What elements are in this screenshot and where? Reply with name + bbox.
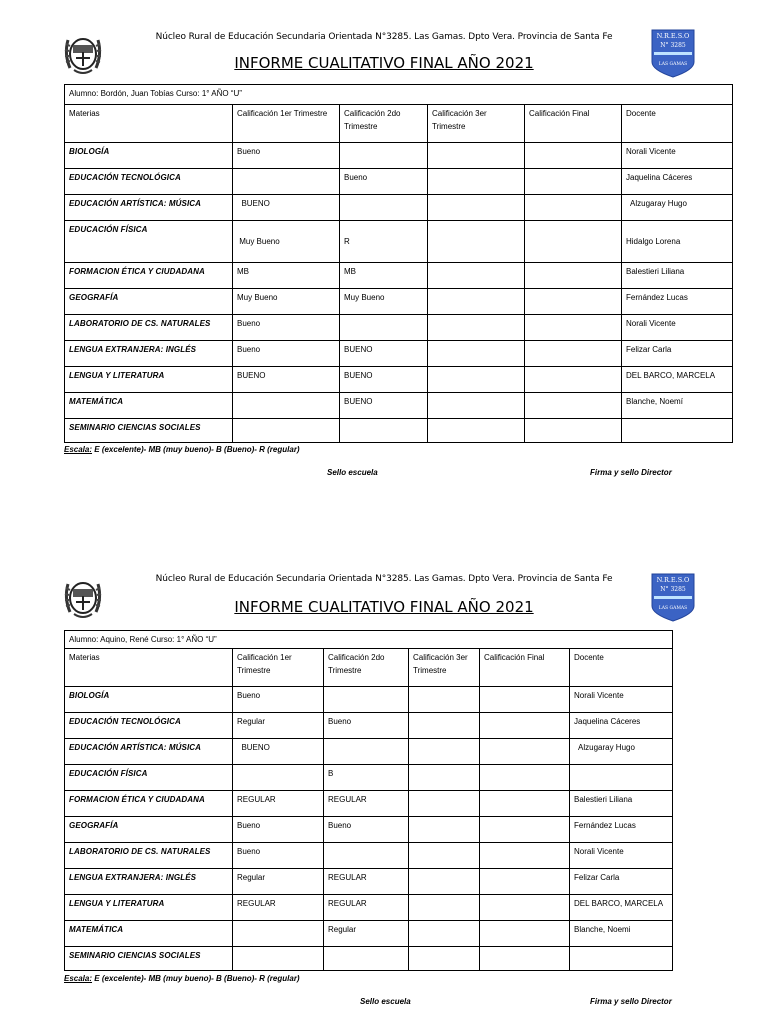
subject-cell: SEMINARIO CIENCIAS SOCIALES — [65, 947, 233, 971]
report-title: INFORME CUALITATIVO FINAL AÑO 2021 — [234, 598, 534, 616]
subject-cell: LENGUA EXTRANJERA: INGLÉS — [65, 341, 233, 367]
grade-final — [525, 289, 622, 315]
badge-line-2: N° 3285 — [660, 42, 686, 49]
col-header-teacher: Docente — [622, 105, 733, 143]
grade-t3 — [409, 947, 480, 971]
badge-line-2: N° 3285 — [660, 586, 686, 593]
teacher-cell: DEL BARCO, MARCELA — [570, 895, 673, 921]
grade-t1: Bueno — [233, 143, 340, 169]
header-row — [65, 105, 733, 143]
grade-final — [525, 315, 622, 341]
table-row — [65, 687, 673, 713]
col-header-teacher: Docente — [570, 649, 673, 687]
table-row — [65, 221, 733, 263]
grade-t3 — [409, 817, 480, 843]
subject-cell: LENGUA Y LITERATURA — [65, 367, 233, 393]
subject-cell: GEOGRAFÍA — [65, 817, 233, 843]
grade-t3 — [428, 393, 525, 419]
grading-scale — [64, 974, 300, 983]
grade-t3 — [409, 713, 480, 739]
teacher-cell: DEL BARCO, MARCELA — [622, 367, 733, 393]
grade-final — [525, 367, 622, 393]
table-row — [65, 367, 733, 393]
teacher-cell: Felizar Carla — [622, 341, 733, 367]
grade-t3 — [428, 341, 525, 367]
grades-table — [64, 630, 673, 971]
table-row — [65, 817, 673, 843]
grade-final — [480, 843, 570, 869]
grade-t1: Regular — [233, 869, 324, 895]
grade-t2: REGULAR — [324, 869, 409, 895]
subject-cell: LABORATORIO DE CS. NATURALES — [65, 843, 233, 869]
teacher-cell: Norali Vicente — [622, 315, 733, 341]
school-badge-icon — [650, 572, 696, 622]
grading-scale — [64, 445, 300, 454]
subject-cell: GEOGRAFÍA — [65, 289, 233, 315]
grade-t2: MB — [340, 263, 428, 289]
table-row — [65, 143, 733, 169]
grade-t3 — [409, 869, 480, 895]
badge-line-3: LAS GAMAS — [658, 606, 688, 611]
badge-line-1: N.R.E.S.O — [656, 32, 690, 40]
col-header-t3: Calificación 3er Trimestre — [409, 649, 480, 687]
grade-t2 — [340, 143, 428, 169]
scale-text: E (excelente)- MB (muy bueno)- B (Bueno)- R (regular) — [92, 445, 300, 454]
subject-cell: EDUCACIÓN FÍSICA — [65, 765, 233, 791]
table-row — [65, 895, 673, 921]
table-row — [65, 315, 733, 341]
teacher-cell — [570, 947, 673, 971]
grade-t1: Bueno — [233, 315, 340, 341]
grade-t3 — [428, 143, 525, 169]
grade-final — [480, 921, 570, 947]
teacher-cell: Fernández Lucas — [622, 289, 733, 315]
subject-cell: MATEMÁTICA — [65, 393, 233, 419]
teacher-cell: Hidalgo Lorena — [622, 221, 733, 263]
grade-t1: Muy Bueno — [233, 289, 340, 315]
grade-t3 — [428, 263, 525, 289]
grade-final — [480, 739, 570, 765]
table-row — [65, 713, 673, 739]
grade-t1: MB — [233, 263, 340, 289]
scale-text: E (excelente)- MB (muy bueno)- B (Bueno)- R (regular) — [92, 974, 300, 983]
grade-t2: Regular — [324, 921, 409, 947]
teacher-cell: Alzugaray Hugo — [622, 195, 733, 221]
grade-final — [480, 713, 570, 739]
grade-final — [525, 169, 622, 195]
grade-final — [525, 341, 622, 367]
subject-cell: EDUCACIÓN FÍSICA — [65, 221, 233, 263]
grade-t2: REGULAR — [324, 791, 409, 817]
header-row — [65, 649, 673, 687]
table-row — [65, 921, 673, 947]
col-header-t3: Calificación 3er Trimestre — [428, 105, 525, 143]
teacher-cell: Fernández Lucas — [570, 817, 673, 843]
teacher-cell: Norali Vicente — [570, 843, 673, 869]
grade-final — [480, 895, 570, 921]
col-header-t2: Calificación 2do Trimestre — [340, 105, 428, 143]
scale-label: Escala: — [64, 974, 93, 983]
col-header-subject: Materias — [65, 649, 233, 687]
grade-t3 — [428, 419, 525, 443]
col-header-t2: Calificación 2do Trimestre — [324, 649, 409, 687]
grade-final — [480, 687, 570, 713]
school-badge-icon — [650, 28, 696, 78]
scale-label: Escala: — [64, 445, 93, 454]
subject-cell: MATEMÁTICA — [65, 921, 233, 947]
table-row — [65, 947, 673, 971]
grade-t1: Bueno — [233, 687, 324, 713]
table-row — [65, 843, 673, 869]
subject-cell: BIOLOGÍA — [65, 143, 233, 169]
subject-cell: SEMINARIO CIENCIAS SOCIALES — [65, 419, 233, 443]
subject-cell: LENGUA EXTRANJERA: INGLÉS — [65, 869, 233, 895]
grade-t2 — [324, 843, 409, 869]
teacher-cell: Blanche, Noemí — [622, 393, 733, 419]
grade-t3 — [409, 895, 480, 921]
grade-final — [480, 765, 570, 791]
grade-t2: BUENO — [340, 341, 428, 367]
grade-t2: Bueno — [324, 713, 409, 739]
grade-t1: Bueno — [233, 341, 340, 367]
grade-t2 — [324, 739, 409, 765]
school-stamp-label: Sello escuela — [327, 468, 378, 477]
grades-table — [64, 84, 733, 443]
table-row — [65, 869, 673, 895]
grade-t2 — [324, 947, 409, 971]
grade-t1 — [233, 393, 340, 419]
grade-t2 — [340, 315, 428, 341]
grade-final — [525, 419, 622, 443]
teacher-cell: Jaquelina Cáceres — [570, 713, 673, 739]
grade-t1: Bueno — [233, 817, 324, 843]
grade-t2: Bueno — [340, 169, 428, 195]
grade-t1: REGULAR — [233, 791, 324, 817]
grade-t1 — [233, 169, 340, 195]
badge-line-1: N.R.E.S.O — [656, 576, 690, 584]
grade-t3 — [409, 687, 480, 713]
table-row — [65, 419, 733, 443]
grade-final — [480, 817, 570, 843]
subject-cell: BIOLOGÍA — [65, 687, 233, 713]
grade-t1 — [233, 765, 324, 791]
grade-t3 — [428, 195, 525, 221]
subject-cell: EDUCACIÓN ARTÍSTICA: MÚSICA — [65, 195, 233, 221]
subject-cell: LENGUA Y LITERATURA — [65, 895, 233, 921]
table-row — [65, 169, 733, 195]
table-row — [65, 791, 673, 817]
school-header: Núcleo Rural de Educación Secundaria Orientada N°3285. Las Gamas. Dpto Vera. Provincia de Santa Fe — [155, 574, 613, 584]
grade-final — [525, 393, 622, 419]
grade-t3 — [409, 921, 480, 947]
grade-final — [525, 195, 622, 221]
grade-t1 — [233, 419, 340, 443]
grade-t1: Regular — [233, 713, 324, 739]
teacher-cell — [570, 765, 673, 791]
grade-t1: Muy Bueno — [233, 221, 340, 263]
grade-final — [480, 947, 570, 971]
subject-cell: EDUCACIÓN TECNOLÓGICA — [65, 713, 233, 739]
teacher-cell: Jaquelina Cáceres — [622, 169, 733, 195]
subject-cell: FORMACION ÉTICA Y CIUDADANA — [65, 263, 233, 289]
student-line: Alumno: Bordón, Juan Tobías Curso: 1° AÑO “U” — [65, 85, 733, 105]
grade-t2: BUENO — [340, 393, 428, 419]
grade-t2 — [340, 195, 428, 221]
grade-t1: Bueno — [233, 843, 324, 869]
grade-final — [525, 221, 622, 263]
grade-t1 — [233, 947, 324, 971]
grade-final — [525, 143, 622, 169]
grade-final — [480, 791, 570, 817]
teacher-cell: Blanche, Noemi — [570, 921, 673, 947]
grade-t3 — [428, 315, 525, 341]
table-row — [65, 341, 733, 367]
subject-cell: EDUCACIÓN ARTÍSTICA: MÚSICA — [65, 739, 233, 765]
teacher-cell: Balestieri Liliana — [570, 791, 673, 817]
table-row — [65, 263, 733, 289]
table-row — [65, 393, 733, 419]
grade-t1 — [233, 921, 324, 947]
grade-final — [525, 263, 622, 289]
teacher-cell: Alzugaray Hugo — [570, 739, 673, 765]
subject-cell: FORMACION ÉTICA Y CIUDADANA — [65, 791, 233, 817]
col-header-t1: Calificación 1er Trimestre — [233, 649, 324, 687]
badge-line-3: LAS GAMAS — [658, 62, 688, 67]
col-header-t1: Calificación 1er Trimestre — [233, 105, 340, 143]
table-row — [65, 289, 733, 315]
col-header-final: Calificación Final — [480, 649, 570, 687]
school-stamp-label: Sello escuela — [360, 997, 411, 1006]
grade-t3 — [428, 169, 525, 195]
grade-t1: REGULAR — [233, 895, 324, 921]
subject-cell: LABORATORIO DE CS. NATURALES — [65, 315, 233, 341]
grade-t2: REGULAR — [324, 895, 409, 921]
table-row — [65, 739, 673, 765]
grade-t3 — [428, 289, 525, 315]
school-header: Núcleo Rural de Educación Secundaria Orientada N°3285. Las Gamas. Dpto Vera. Provincia de Santa Fe — [155, 32, 613, 42]
grade-t2: Bueno — [324, 817, 409, 843]
grade-final — [480, 869, 570, 895]
grade-t3 — [428, 221, 525, 263]
grade-t1: BUENO — [233, 367, 340, 393]
grade-t1: BUENO — [233, 739, 324, 765]
director-signature-label: Firma y sello Director — [590, 468, 672, 477]
col-header-final: Calificación Final — [525, 105, 622, 143]
grade-t3 — [409, 765, 480, 791]
grade-t2 — [340, 419, 428, 443]
teacher-cell: Felizar Carla — [570, 869, 673, 895]
student-line: Alumno: Aquino, René Curso: 1° AÑO “U” — [65, 631, 673, 649]
director-signature-label: Firma y sello Director — [590, 997, 672, 1006]
col-header-subject: Materias — [65, 105, 233, 143]
grade-t2: R — [340, 221, 428, 263]
teacher-cell — [622, 419, 733, 443]
grade-t3 — [428, 367, 525, 393]
grade-t3 — [409, 791, 480, 817]
report-title: INFORME CUALITATIVO FINAL AÑO 2021 — [234, 54, 534, 72]
table-row — [65, 765, 673, 791]
teacher-cell: Balestieri Liliana — [622, 263, 733, 289]
teacher-cell: Norali Vicente — [570, 687, 673, 713]
grade-t3 — [409, 843, 480, 869]
table-row — [65, 195, 733, 221]
grade-t2 — [324, 687, 409, 713]
grade-t2: BUENO — [340, 367, 428, 393]
grade-t1: BUENO — [233, 195, 340, 221]
grade-t2: B — [324, 765, 409, 791]
subject-cell: EDUCACIÓN TECNOLÓGICA — [65, 169, 233, 195]
teacher-cell: Norali Vicente — [622, 143, 733, 169]
grade-t2: Muy Bueno — [340, 289, 428, 315]
grade-t3 — [409, 739, 480, 765]
